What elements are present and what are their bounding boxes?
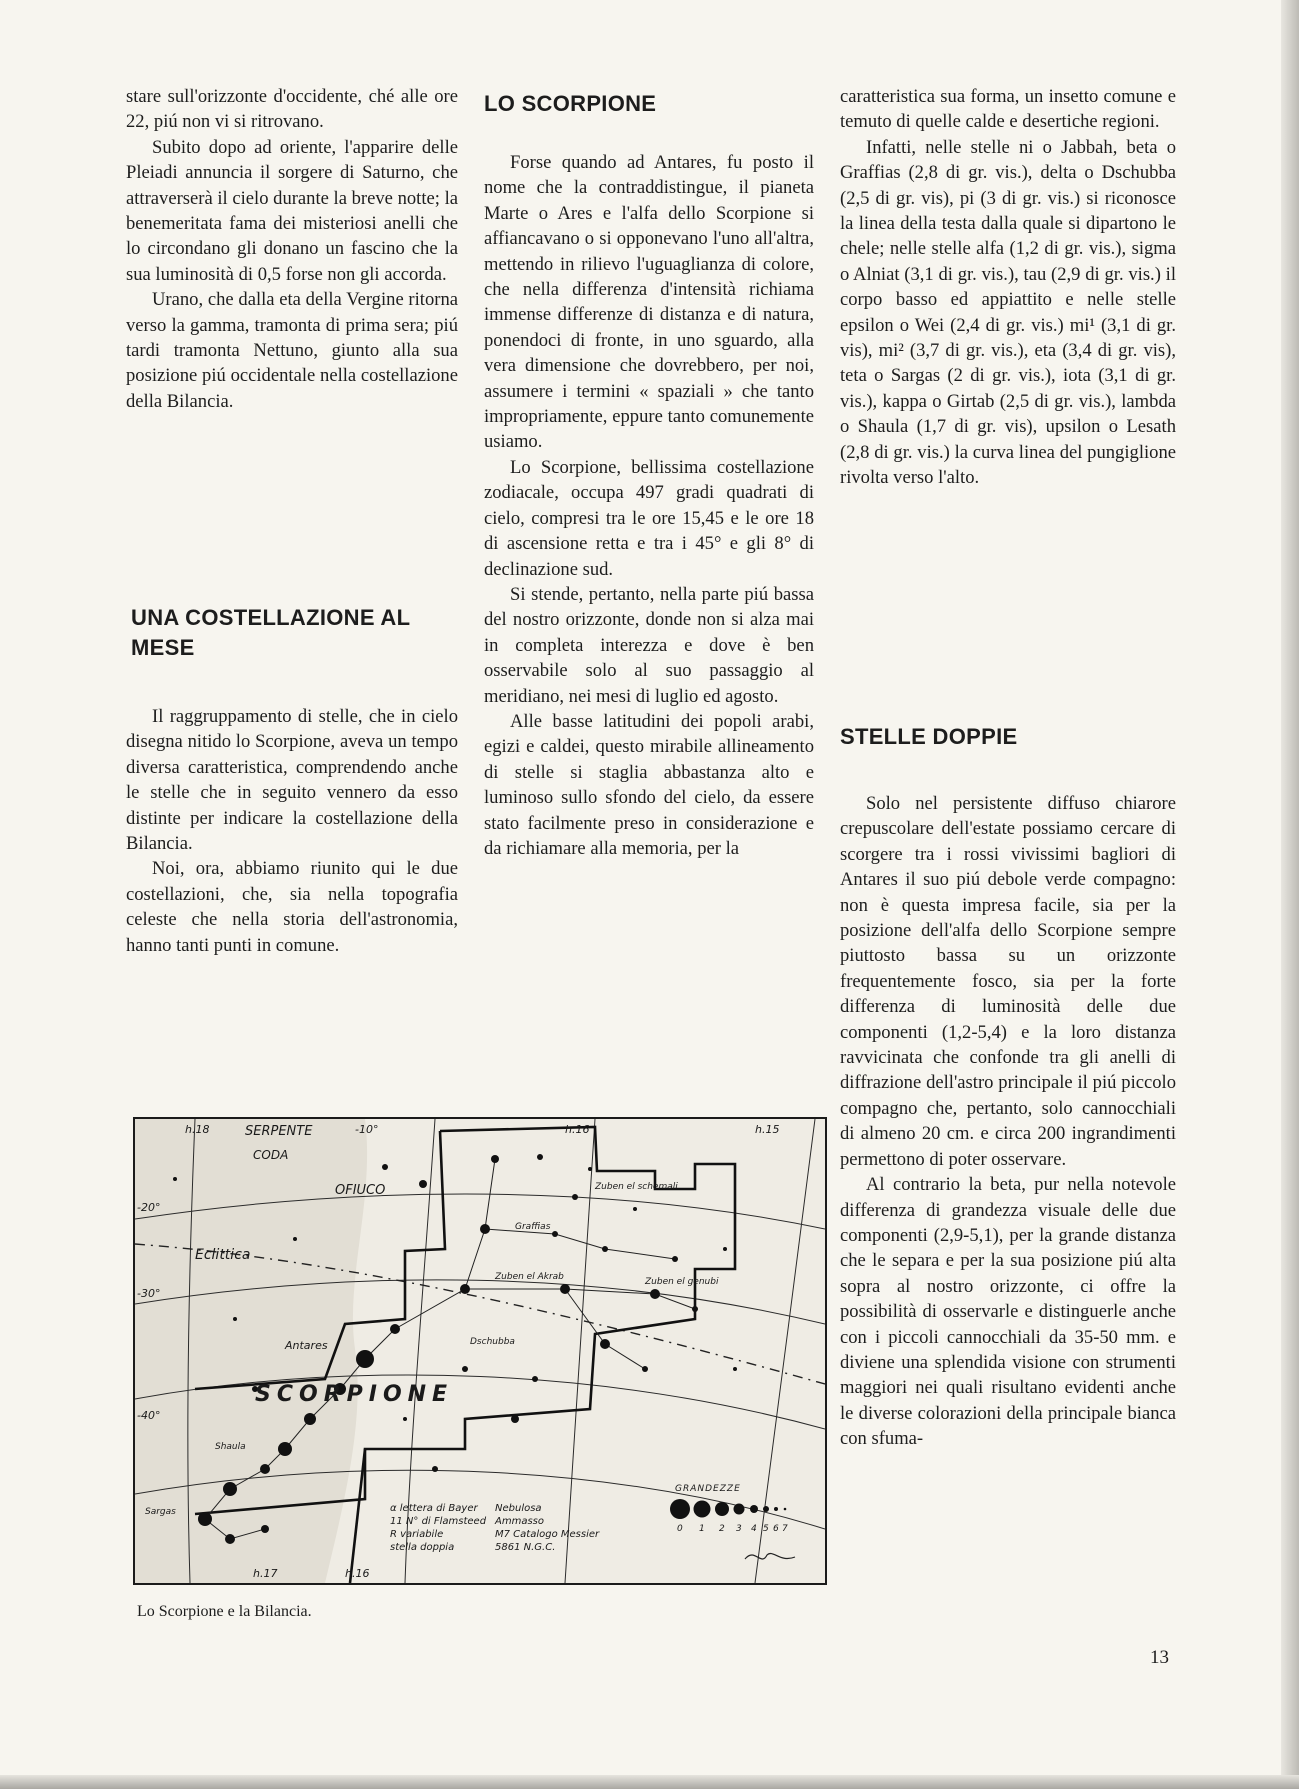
legend-item: R variabile	[390, 1529, 444, 1540]
map-legend	[390, 1484, 741, 1553]
dec-label: -10°	[355, 1123, 379, 1136]
constellation-label: CODA	[253, 1148, 289, 1162]
star-name-label: Graffias	[515, 1222, 551, 1232]
paragraph: Noi, ora, abbiamo riunito qui le due costellazioni, che, sia nella topografia celeste che nella storia dell'astronomia, hanno tanti punti in comune.	[126, 858, 458, 956]
paragraph: Subito dopo ad oriente, l'apparire delle Pleiadi annuncia il sorgere di Saturno, che attraverserà il cielo durante la breve notte; la benemeritata fama dei misteriosi anelli che lo circondano gli donano un fascino che la sua luminosità di 0,5 forse non gli accorda.	[126, 136, 458, 285]
ra-label: h.16	[565, 1123, 590, 1136]
star-name-label: Sargas	[145, 1507, 176, 1517]
paragraph: Il raggruppamento di stelle, che in cielo disegna nitido lo Scorpione, aveva un tempo diversa caratteristica, comprendendo anche le stelle che in seguito vennero da esso distinte per indicare la costellazione della Bilancia.	[126, 706, 458, 855]
magnitude-label: 6	[773, 1524, 779, 1534]
magnitude-label: 5	[763, 1524, 769, 1534]
section-heading: UNA COSTELLAZIONE AL MESE	[131, 605, 410, 660]
paragraph: Urano, che dalla eta della Vergine ritorna verso la gamma, tramonta di prima sera; piú tardi tramonta Nettuno, giunto alla sua posizione piú occidentale nella costellazione della Bilancia.	[126, 289, 458, 412]
ra-label: h.16	[345, 1567, 370, 1580]
constellation-label: OFIUCO	[335, 1183, 386, 1198]
paragraph: Al contrario la beta, pur nella notevole differenza di grandezza visuale delle due componenti (2,9-5,1), per la grande distanza che le separa e per la sua posizione piú alta sopra al nostro orizzonte, ci offre la possibilità di osservarle e distinguerle anche con i piccoli cannocchiali da 35-50 mm. e diviene una splendida visione con strumenti maggiori nei quali risultano evidenti anche le diverse colorazioni della principale bianca con sfuma-	[840, 1174, 1176, 1450]
section-heading: STELLE DOPPIE	[840, 724, 1018, 749]
section-heading: LO SCORPIONE	[484, 91, 657, 116]
column-2	[484, 150, 814, 861]
page-edge	[1281, 0, 1299, 1789]
paragraph: Forse quando ad Antares, fu posto il nome che la contraddistingue, il pianeta Marte o Ares e l'alfa dello Scorpione si affiancavano o si opponevano l'uno all'altra, mettendo in rilievo l'uguaglianza di colore, che nella differenza d'intensità richiama immense differenze di distanza e di natura, ponendoci di fronte, in uno sguardo, alla vera dimensione che dovrebbero, per noi, assumere i termini « spaziali » che tanto impropriamente, eppure tanto comunemente usiamo.	[484, 152, 814, 453]
paragraph: Solo nel persistente diffuso chiarore crepuscolare dell'estate possiamo cercare di scorgere tra i rossi vivissimi bagliori di Antares il suo piú debole verde compagno: non è questa impresa facile, sia per la posizione dell'alfa dello Scorpione sempre piuttosto bassa su un orizzonte frequentemente fosco, sia per la forte differenza di luminosità delle due componenti (1,2-5,4) e la loro distanza ravvicinata che confonde tra gli anelli di diffrazione dell'astro principale il piú piccolo compagno che, pertanto, solo cannocchiali di almeno 20 cm. e circa 200 ingrandimenti permettono di poter osservare.	[840, 793, 1176, 1170]
legend-item: α lettera di Bayer	[390, 1503, 478, 1514]
paragraph: Alle basse latitudini dei popoli arabi, egizi e caldei, questo mirabile allineamento di stelle si staglia abbastanza alto e luminoso sullo sfondo del cielo, da essere stato facilmente preso in considerazione e da richiamare alla memoria, per la	[484, 710, 814, 859]
ecliptic-label: Eclittica	[195, 1247, 251, 1263]
page-edge-bottom	[0, 1775, 1299, 1789]
magnitude-label: 3	[736, 1524, 742, 1534]
legend-item: M7 Catalogo Messier	[495, 1529, 600, 1540]
column-3-section	[840, 791, 1176, 1452]
dec-label: -40°	[137, 1409, 161, 1422]
magnitude-label: 4	[751, 1524, 757, 1534]
legend-title: GRANDEZZE	[675, 1484, 741, 1494]
paragraph: Si stende, pertanto, nella parte piú bassa del nostro orizzonte, donde non si alza mai in completa interezza e dove è ben osservabile solo al suo passaggio al meridiano, nei mesi di luglio ed agosto.	[484, 583, 814, 707]
star-name-label: Zuben el schemali	[595, 1182, 678, 1192]
page-number: 13	[1150, 1647, 1169, 1668]
column-3	[840, 84, 1176, 491]
dec-label: -20°	[137, 1201, 161, 1214]
star-name-label: Dschubba	[470, 1337, 515, 1347]
magnitude-label: 0	[677, 1524, 683, 1534]
constellation-label: SCORPIONE	[255, 1382, 454, 1407]
paragraph: caratteristica sua forma, un insetto comune e temuto di quelle calde e desertiche regioni.	[840, 86, 1176, 133]
column-1-section	[126, 704, 458, 958]
ra-label: h.15	[755, 1123, 780, 1136]
magnitude-label: 2	[719, 1524, 725, 1534]
legend-item: Nebulosa	[495, 1503, 542, 1514]
paragraph: stare sull'orizzonte d'occidente, ché alle ore 22, piú non vi si ritrovano.	[126, 86, 458, 133]
legend-item: Ammasso	[495, 1516, 544, 1527]
magnitude-label: 1	[699, 1524, 705, 1534]
magnitude-label: 7	[782, 1524, 788, 1534]
star-name-label: Zuben el Akrab	[495, 1272, 564, 1282]
signature	[745, 1553, 795, 1559]
star-map	[135, 1119, 825, 1583]
star-map-figure	[133, 1117, 827, 1585]
ra-label: h.18	[185, 1123, 210, 1136]
legend-item: 5861 N.G.C.	[495, 1542, 556, 1553]
star-name-label: Antares	[285, 1339, 328, 1352]
paragraph: Lo Scorpione, bellissima costellazione zodiacale, occupa 497 gradi quadrati di cielo, compresi tra le ore 15,45 e le ore 18 di ascensione retta e tra i 45° e gli 8° di declinazione sud.	[484, 456, 814, 580]
star-name-label: Shaula	[215, 1442, 246, 1452]
magnitude-scale-labels	[677, 1524, 788, 1534]
legend-item: 11 N° di Flamsteed	[390, 1516, 487, 1527]
ra-label: h.17	[253, 1567, 278, 1580]
magnitude-scale	[670, 1499, 786, 1519]
column-1	[126, 84, 458, 414]
constellation-label: SERPENTE	[245, 1124, 313, 1139]
star-name-label: Zuben el genubi	[645, 1277, 719, 1287]
dec-label: -30°	[137, 1287, 161, 1300]
paragraph: Infatti, nelle stelle ni o Jabbah, beta o Graffias (2,8 di gr. vis.), delta o Dschubba (2,5 di gr. vis), pi (3 di gr. vis.) si riconosce la linea della testa dalla quale si dipartono le chele; nelle stelle alfa (1,2 di gr. vis.), sigma o Alniat (3,1 di gr. vis.), tau (2,9 di gr. vis.) il corpo basso ed appiattito e nelle stelle epsilon o Wei (2,4 di gr. vis.) mi¹ (3,1 di gr. vis), mi² (3,7 di gr. vis.), eta (3,4 di gr. vis), teta o Sargas (2 di gr. vis.), iota (3,1 di gr. vis.), kappa o Girtab (2,5 di gr. vis.), lambda o Shaula (1,7 di gr. vis), upsilon o Lesath (2,8 di gr. vis.) la curva linea del pungiglione rivolta verso l'alto.	[840, 136, 1176, 489]
figure-caption: Lo Scorpione e la Bilancia.	[137, 1603, 312, 1620]
legend-item: stella doppia	[390, 1542, 455, 1553]
